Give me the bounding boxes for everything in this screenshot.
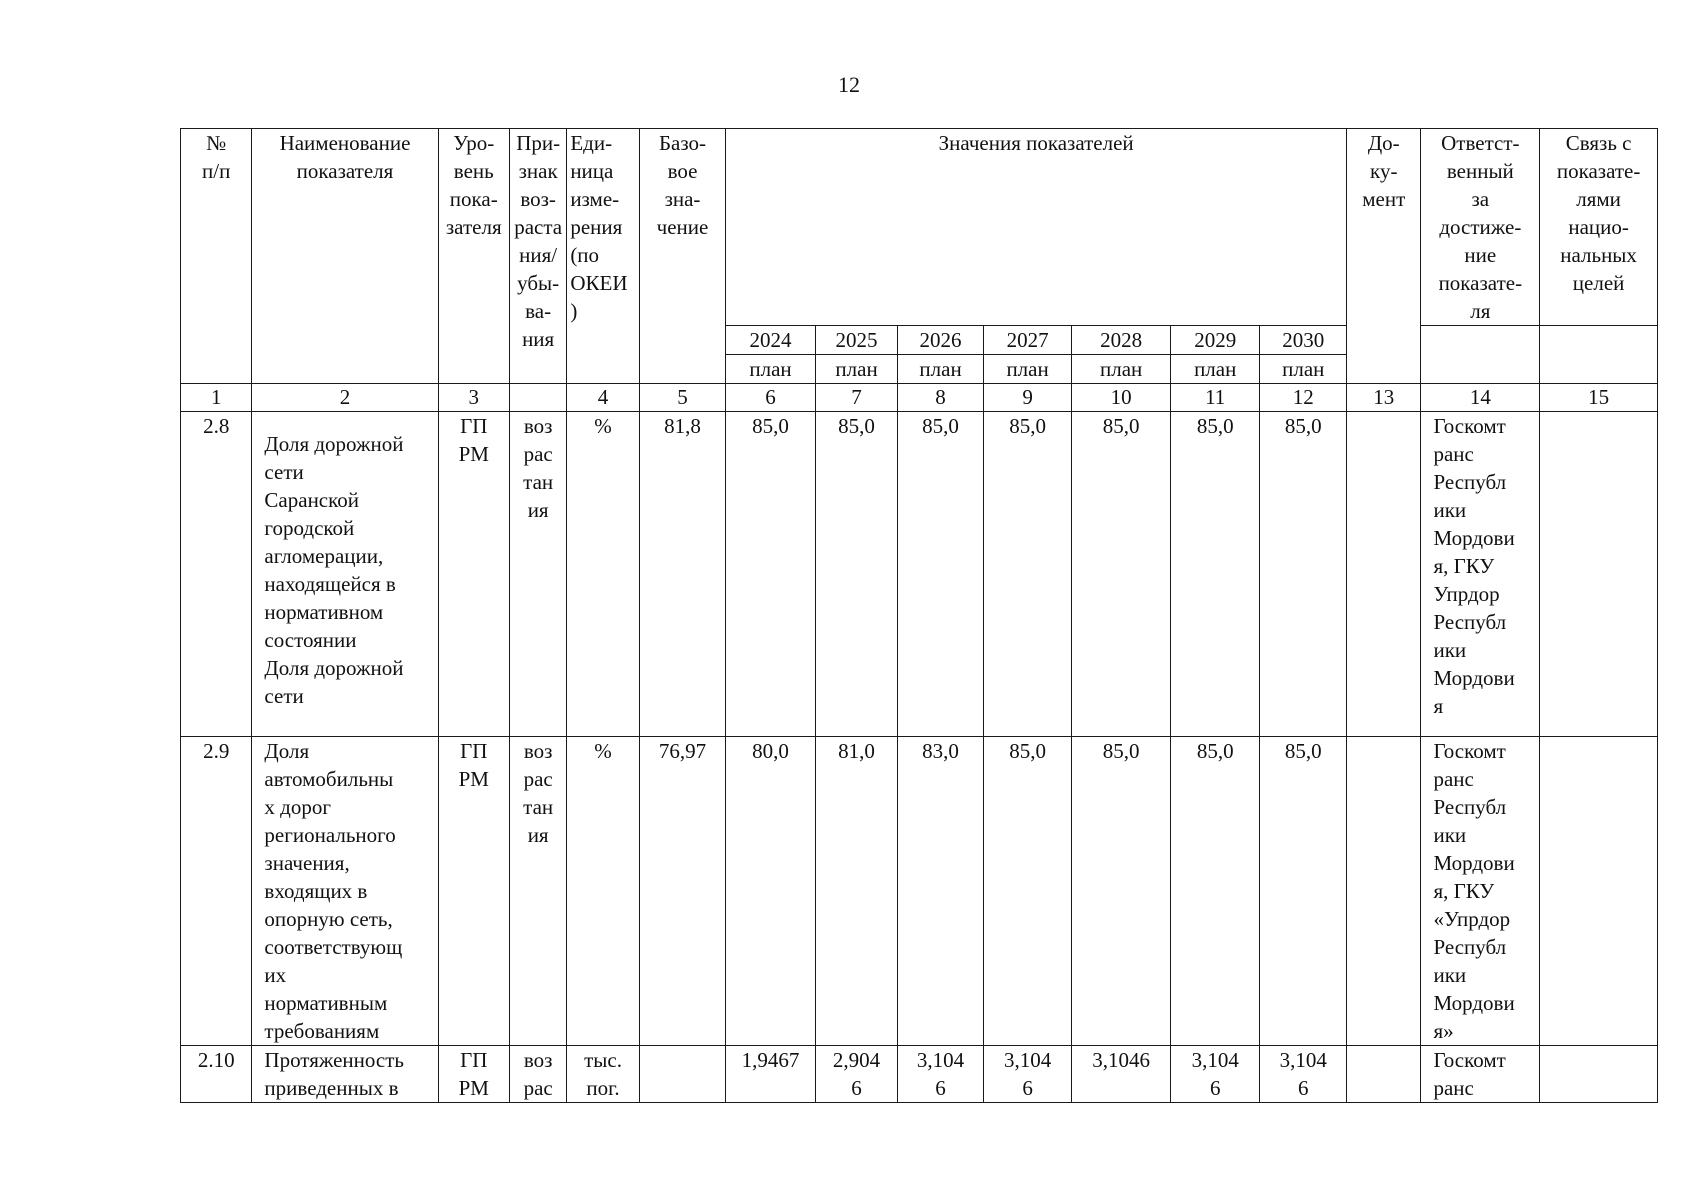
plan-label: план: [1260, 355, 1347, 384]
row-link: [1540, 412, 1658, 737]
year-2027: 2027: [983, 326, 1072, 355]
row-unit: %: [567, 737, 639, 1046]
row-value-2024: 1,9467: [726, 1046, 816, 1103]
column-number: [509, 384, 566, 412]
row-value-2030: 3,104 6: [1260, 1046, 1347, 1103]
row-value-2027: 85,0: [983, 412, 1072, 737]
row-base: 81,8: [639, 412, 726, 737]
row-num: 2.9: [181, 737, 252, 1046]
table-row: [181, 737, 1658, 1046]
indicators-table: [180, 128, 1658, 1103]
row-value-2027: 85,0: [983, 737, 1072, 1046]
row-num: 2.10: [181, 1046, 252, 1103]
row-document: [1347, 737, 1421, 1046]
row-value-2025: 85,0: [815, 412, 898, 737]
plan-label: план: [726, 355, 816, 384]
row-value-2030: 85,0: [1260, 737, 1347, 1046]
row-responsible: Госкомт ранс Республ ики Мордови я, ГКУ «Упрдор Республ ики Мордови я»: [1421, 737, 1540, 1046]
plan-label: план: [1072, 355, 1171, 384]
header-unit: Еди- ница изме- рения (по ОКЕИ ): [567, 129, 639, 384]
column-number: 13: [1347, 384, 1421, 412]
row-level: ГП РМ: [438, 737, 509, 1046]
column-number: 11: [1170, 384, 1260, 412]
header-row-1: [181, 129, 1658, 326]
row-value-2028: 85,0: [1072, 737, 1171, 1046]
column-number: 2: [252, 384, 438, 412]
page-number: 12: [838, 72, 860, 97]
row-responsible: Госкомт ранс: [1421, 1046, 1540, 1103]
column-number: 14: [1421, 384, 1540, 412]
header-base: Базо- вое зна- чение: [639, 129, 726, 384]
row-value-2030: 85,0: [1260, 412, 1347, 737]
row-unit: %: [567, 412, 639, 737]
row-responsible: Госкомт ранс Республ ики Мордови я, ГКУ Упрдор Республ ики Мордови я: [1421, 412, 1540, 737]
row-trend: воз рас тан ия: [509, 412, 566, 737]
row-document: [1347, 1046, 1421, 1103]
row-value-2024: 85,0: [726, 412, 816, 737]
row-base: 76,97: [639, 737, 726, 1046]
row-level: ГП РМ: [438, 412, 509, 737]
table-row: [181, 412, 1658, 737]
header-name: Наименование показателя: [252, 129, 438, 384]
year-2025: 2025: [815, 326, 898, 355]
row-name: Доля дорожной сети Саранской городской агломерации, находящейся в нормативном состоянии Доля дорожной сети: [252, 412, 438, 737]
row-base: [639, 1046, 726, 1103]
row-value-2029: 3,104 6: [1170, 1046, 1260, 1103]
row-trend: воз рас: [509, 1046, 566, 1103]
row-value-2025: 81,0: [815, 737, 898, 1046]
header-link: Связь с показате- лями нацио- нальных целей: [1540, 129, 1658, 326]
header-link-blank: [1540, 326, 1658, 384]
year-2030: 2030: [1260, 326, 1347, 355]
header-level: Уро- вень пока- зателя: [438, 129, 509, 384]
row-value-2029: 85,0: [1170, 412, 1260, 737]
row-value-2026: 85,0: [898, 412, 984, 737]
table-row: [181, 1046, 1658, 1103]
row-link: [1540, 737, 1658, 1046]
column-number: 15: [1540, 384, 1658, 412]
header-responsible: Ответст- венный за достиже- ние показате- ля: [1421, 129, 1540, 326]
column-number: 7: [815, 384, 898, 412]
column-number: 3: [438, 384, 509, 412]
plan-label: план: [815, 355, 898, 384]
row-value-2028: 3,1046: [1072, 1046, 1171, 1103]
row-value-2026: 83,0: [898, 737, 984, 1046]
header-responsible-blank: [1421, 326, 1540, 384]
row-value-2027: 3,104 6: [983, 1046, 1072, 1103]
year-2029: 2029: [1170, 326, 1260, 355]
row-link: [1540, 1046, 1658, 1103]
header-document: До- ку- мент: [1347, 129, 1421, 384]
plan-label: план: [1170, 355, 1260, 384]
header-values-group: Значения показателей: [726, 129, 1347, 326]
column-number: 5: [639, 384, 726, 412]
row-trend: воз рас тан ия: [509, 737, 566, 1046]
row-value-2024: 80,0: [726, 737, 816, 1046]
row-value-2028: 85,0: [1072, 412, 1171, 737]
column-number: 1: [181, 384, 252, 412]
year-2026: 2026: [898, 326, 984, 355]
row-document: [1347, 412, 1421, 737]
column-number: 8: [898, 384, 984, 412]
year-2028: 2028: [1072, 326, 1171, 355]
row-num: 2.8: [181, 412, 252, 737]
column-number: 9: [983, 384, 1072, 412]
column-number: 12: [1260, 384, 1347, 412]
header-num: № п/п: [181, 129, 252, 384]
row-level: ГП РМ: [438, 1046, 509, 1103]
header-trend: При- знак воз- раста ния/ убы- ва- ния: [509, 129, 566, 384]
plan-label: план: [983, 355, 1072, 384]
column-number: 6: [726, 384, 816, 412]
column-number: 4: [567, 384, 639, 412]
row-name: Доля автомобильны х дорог регионального значения, входящих в опорную сеть, соответствующ их нормативным требованиям: [252, 737, 438, 1046]
plan-label: план: [898, 355, 984, 384]
column-number-row: [181, 384, 1658, 412]
row-value-2025: 2,904 6: [815, 1046, 898, 1103]
row-value-2026: 3,104 6: [898, 1046, 984, 1103]
row-unit: тыс. пог.: [567, 1046, 639, 1103]
row-name: Протяженность приведенных в: [252, 1046, 438, 1103]
year-2024: 2024: [726, 326, 816, 355]
column-number: 10: [1072, 384, 1171, 412]
row-value-2029: 85,0: [1170, 737, 1260, 1046]
